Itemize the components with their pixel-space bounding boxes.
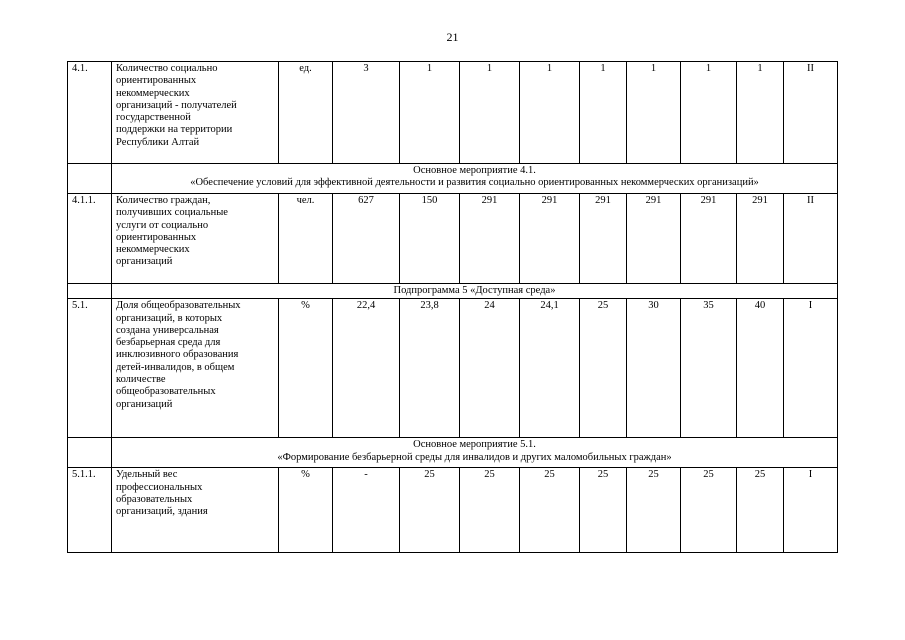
indicator-name-line: Республики Алтай [116,136,200,148]
value-cell: 25 [627,468,681,553]
value-cell: 1 [580,62,627,164]
heading-blank-cell [68,164,112,194]
indicator-name-line: организаций, в которых [116,312,223,324]
value-cell: 25 [580,299,627,438]
value-cell: 1 [737,62,784,164]
indicator-name [112,194,279,284]
heading-line: «Обеспечение условий для эффективной деятельности и развития социально ориентированных некоммерческих организаций» [190,177,759,189]
indicator-name-line: профессиональных [116,481,203,493]
unit-cell: чел. [279,194,333,284]
indicator-name-line: Удельный вес [116,469,178,481]
indicator-table [67,61,838,553]
value-cell: 291 [627,194,681,284]
section-heading [112,284,838,299]
indicator-number: 5.1.1. [68,468,112,553]
section-heading-row [68,438,838,468]
indicator-name-line: количестве [116,374,166,386]
heading-line: Основное мероприятие 4.1. [413,165,536,176]
indicator-number: 4.1. [68,62,112,164]
indicator-name-line: ориентированных [116,231,197,243]
value-cell: 25 [580,468,627,553]
value-cell: 1 [520,62,580,164]
value-cell: 25 [681,468,737,553]
category-cell: I [784,468,838,553]
section-heading [112,164,838,194]
value-cell: 35 [681,299,737,438]
value-cell: 25 [400,468,460,553]
indicator-number: 5.1. [68,299,112,438]
unit-cell: ед. [279,62,333,164]
value-cell: 25 [737,468,784,553]
value-cell: 22,4 [333,299,400,438]
unit-cell: % [279,299,333,438]
indicator-name-line: некоммерческих [116,87,190,99]
value-cell: 1 [400,62,460,164]
value-cell: 1 [627,62,681,164]
indicator-number: 4.1.1. [68,194,112,284]
indicator-name-line: Количество граждан, [116,195,211,206]
value-cell: 150 [400,194,460,284]
value-cell: 25 [460,468,520,553]
indicator-name-line: некоммерческих [116,244,190,256]
indicator-name-line: общеобразовательных [116,386,216,398]
table-row [68,194,838,284]
indicator-name-line: безбарьерная среда для [116,337,221,349]
value-cell: 1 [681,62,737,164]
indicator-name-line: Количество социально [116,63,218,74]
value-cell: 291 [580,194,627,284]
value-cell: 291 [460,194,520,284]
value-cell: 23,8 [400,299,460,438]
category-cell: II [784,62,838,164]
value-cell: 3 [333,62,400,164]
indicator-name [112,299,279,438]
page-number: 21 [446,30,459,44]
indicator-name-line: организаций, здания [116,506,208,518]
value-cell: 291 [737,194,784,284]
indicator-name-line: организаций - получателей [116,99,237,111]
value-cell: 30 [627,299,681,438]
table-row [68,62,838,164]
value-cell: 24 [460,299,520,438]
indicator-name-line: услуги от социально [116,219,209,231]
indicator-name [112,62,279,164]
value-cell: 627 [333,194,400,284]
heading-line: Основное мероприятие 5.1. [413,439,536,451]
unit-cell: % [279,468,333,553]
table-row [68,468,838,553]
indicator-name-line: образовательных [116,493,193,505]
category-cell: I [784,299,838,438]
indicator-name-line: получивших социальные [116,207,228,219]
heading-line: Подпрограмма 5 «Доступная среда» [393,285,556,296]
indicator-name-line: поддержки на территории [116,124,233,136]
indicator-name-line: государственной [116,112,191,124]
section-heading-row [68,164,838,194]
indicator-name-line: организаций [116,256,173,268]
indicator-name-line: инклюзивного образования [116,349,239,361]
value-cell: 25 [520,468,580,553]
heading-line: «Формирование безбарьерной среды для инвалидов и других маломобильных граждан» [277,451,672,463]
indicator-name-line: организаций [116,398,173,410]
heading-blank-cell [68,284,112,299]
category-cell: II [784,194,838,284]
section-heading [112,438,838,468]
value-cell: 40 [737,299,784,438]
table-row [68,299,838,438]
value-cell: 291 [520,194,580,284]
indicator-name [112,468,279,553]
value-cell: 24,1 [520,299,580,438]
indicator-name-line: Доля общеобразовательных [116,300,241,312]
indicator-name-line: детей-инвалидов, в общем [116,361,235,373]
value-cell: - [333,468,400,553]
indicator-name-line: ориентированных [116,75,197,87]
heading-blank-cell [68,438,112,468]
indicator-name-line: создана универсальная [116,324,219,336]
value-cell: 291 [681,194,737,284]
value-cell: 1 [460,62,520,164]
section-heading-row [68,284,838,299]
